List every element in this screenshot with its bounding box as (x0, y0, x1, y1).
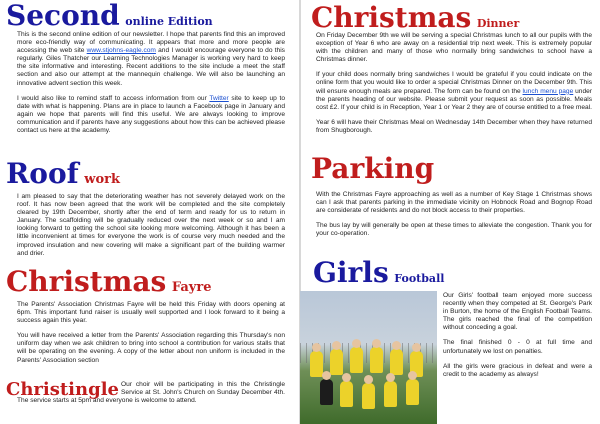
parking-paragraph-1: With the Christmas Fayre approaching as well as a number of Key Stage 1 Christmas shows can I ask that parents parking in the immediate vicinity on Hobnock Road and Bognop Road are considerate of residents and do not block access to their properties. (316, 191, 592, 215)
player-figure (370, 347, 383, 373)
player-figure (330, 349, 343, 375)
girls-title: Girls (313, 256, 389, 289)
roof-subtitle: work (84, 172, 120, 187)
fayre-body (17, 301, 285, 365)
fayre-paragraph-1: The Parents' Association Christmas Fayre will be held this Friday with doors opening at 6pm. This important fund raiser is usually well supported and I look forward to it being a success again this year. (17, 301, 285, 325)
fayre-subtitle: Fayre (171, 280, 212, 295)
second-heading (6, 2, 213, 30)
dinner-paragraph-2: If your child does normally bring sandwiches I would be grateful if you could indicate on the online form that you would like to order a special Christmas Dinner on the December 9th. This will ensure enough meals are prepared. The form can be found on the lunch menu page under the parents heading of our website. Please submit your request as soon as possible. Meals cost £2. If your child is in Reception, Year 1 or Year 2 they are of course entitled to a free meal. (316, 71, 592, 111)
girls-paragraph-3: All the girls were gracious in defeat and were a credit to the academy as always! (443, 362, 592, 378)
roof-heading (6, 157, 120, 190)
second-title: Second (6, 0, 120, 32)
dinner-heading (311, 1, 520, 34)
lunch-menu-link[interactable]: lunch menu page (522, 87, 574, 95)
second-subtitle: online Edition (125, 15, 213, 28)
player-figure (406, 379, 419, 405)
player-figure (340, 381, 353, 407)
girls-body (443, 292, 592, 379)
girls-paragraph-1: Our Girls' football team enjoyed more success recently when they competed at St. George's Park in Burton, the home of the English Football Teams. The girls reached the final of the competition without conceding a goal. (443, 292, 592, 332)
parking-paragraph-2: The bus lay by will generally be open at these times to alleviate the congestion. Thank you for your co-operation. (316, 222, 592, 238)
player-figure (384, 381, 397, 407)
fayre-heading (6, 265, 212, 298)
player-figure (350, 347, 363, 373)
goalkeeper-figure (320, 379, 333, 405)
dinner-title: Christmas (311, 1, 472, 34)
website-link[interactable]: www.stjohns-eagle.com (86, 47, 156, 55)
fayre-paragraph-2: You will have received a letter from the Parents' Association regarding this Thursday's non uniform day when we ask children to bring into school a contribution for various stalls that will be operating on the evening. A copy of the letter about non uniform is included in the Parents' Association section (17, 332, 285, 364)
second-body (17, 31, 285, 135)
roof-paragraph-1: I am pleased to say that the deteriorating weather has not severely delayed work on the roof. It has now been agreed that the work will be completed and the site completely cleared by 19th December, shortly after the end of term and ready for us to return in January. The scaffolding will be gradually reduced over the next week or so and I am looking forward to getting the school site looking more welcoming. Although it has been a little inconvenient at times for everyone the work is of course very much needed and the improved insulation and new covering will make a significant part of the building warmer and drier. (17, 193, 285, 257)
parking-body (316, 191, 592, 238)
dinner-paragraph-1: On Friday December 9th we will be serving a special Christmas lunch to all our pupils with the exception of Year 6 who are away on a residential trip next week. This is extremely popular with the children and many of those who normally bring sandwiches to school have a Christmas dinner. (316, 32, 592, 64)
player-figure (390, 349, 403, 375)
christingle-paragraph: Our choir will be participating in this the Christingle Service at St. John's Church on Sunday December 4th. The service starts at 5pm and everyone is welcome to attend. (17, 381, 285, 405)
parking-title: Parking (311, 152, 435, 185)
twitter-link[interactable]: Twitter (209, 94, 229, 102)
christingle-text-wrap (17, 381, 285, 405)
christingle-title: Christingle (6, 379, 119, 400)
second-paragraph-1: This is the second online edition of our newsletter. I hope that parents find this an improved more eco-friendly way of communicating. It appears that more and more people are accessing the web site www.stjohns-eagle.com and I would encourage everyone to do this regularly. Giles Thatcher our Learning Technologies Manager is working very hard to keep the site informative and interesting. Recent additions to the site include a meet the staff section and also our attempt at the mannequin challenge. We will also be launching an innovative advent section this week. (17, 31, 285, 87)
parking-heading (311, 152, 435, 185)
player-figure (362, 383, 375, 409)
fayre-title: Christmas (6, 265, 167, 298)
dinner-paragraph-3: Year 6 will have their Christmas Meal on Wednesday 14th December when they have returned from Shugborough. (316, 118, 592, 134)
dinner-body (316, 32, 592, 135)
dinner-subtitle: Dinner (476, 17, 520, 30)
girls-subtitle: Football (394, 272, 445, 285)
girls-paragraph-2: The final finished 0 - 0 at full time and unfortunately we lost on penalties. (443, 339, 592, 355)
girls-heading (313, 256, 445, 289)
player-figure (310, 351, 323, 377)
left-column (0, 0, 297, 424)
second-paragraph-2: I would also like to remind staff to access information from our Twitter site to keep up to date with what is happening. Plans are in place to launch a Facebook page in January and again we hope that parents will find this useful. We are always looking to improve communication and if parents have any suggestions about how this can be achieved please contact us here at the academy. (17, 94, 285, 135)
girls-football-team-photo (300, 291, 437, 424)
roof-body (17, 193, 285, 258)
roof-title: Roof (6, 157, 79, 190)
